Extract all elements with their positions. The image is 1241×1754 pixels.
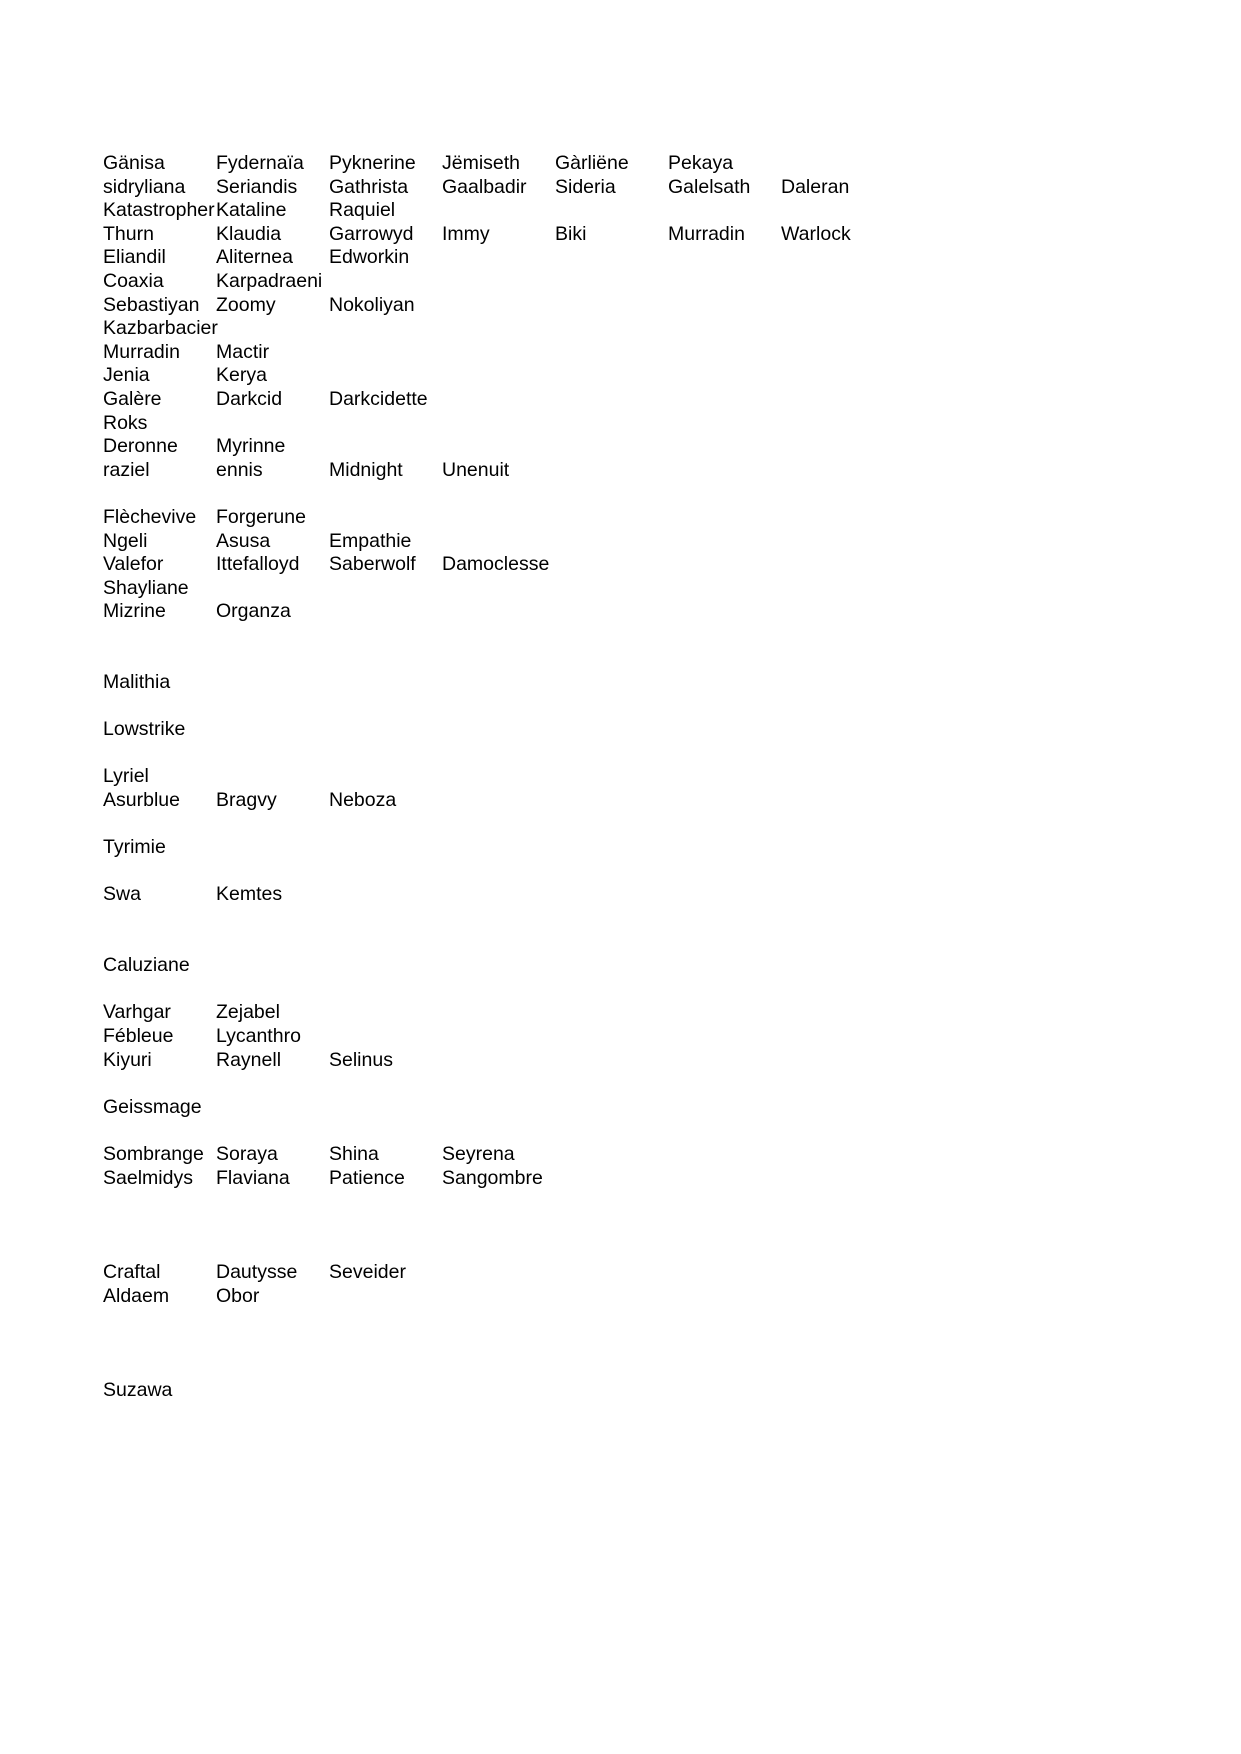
- name-cell: Shina: [329, 1142, 379, 1165]
- name-cell: Flèchevive: [103, 505, 197, 528]
- name-cell: Immy: [442, 222, 490, 245]
- blank-row: [103, 695, 1143, 719]
- name-cell: Zejabel: [216, 1001, 280, 1024]
- name-row: [103, 600, 1143, 624]
- name-row: [103, 1143, 1143, 1167]
- name-row: [103, 789, 1143, 813]
- name-cell: Sideria: [555, 175, 616, 198]
- blank-row: [103, 860, 1143, 884]
- name-cell: Mactir: [216, 340, 270, 363]
- name-cell: Daleran: [781, 175, 850, 198]
- blank-row: [103, 1214, 1143, 1238]
- name-cell: Tyrimie: [103, 836, 166, 859]
- name-row: [103, 270, 1143, 294]
- name-cell: Gänisa: [103, 152, 165, 174]
- name-cell: Roks: [103, 411, 148, 434]
- name-cell: Malithia: [103, 671, 171, 694]
- name-cell: Katastropher: [103, 199, 215, 222]
- name-row: [103, 412, 1143, 436]
- name-cell: Organza: [216, 600, 291, 623]
- name-row: [103, 341, 1143, 365]
- name-cell: Asurblue: [103, 789, 180, 812]
- name-cell: Selinus: [329, 1048, 393, 1071]
- name-cell: Zoomy: [216, 293, 276, 316]
- name-cell: Unenuit: [442, 458, 510, 481]
- name-cell: Raynell: [216, 1048, 282, 1071]
- name-cell: Valefor: [103, 553, 164, 576]
- name-cell: Murradin: [103, 340, 180, 363]
- name-cell: ennis: [216, 458, 263, 481]
- name-cell: Ngeli: [103, 529, 148, 552]
- name-cell: Kataline: [216, 199, 287, 222]
- name-cell: Shayliane: [103, 576, 189, 599]
- blank-row: [103, 1072, 1143, 1096]
- name-cell: Suzawa: [103, 1378, 173, 1401]
- name-cell: Asusa: [216, 529, 271, 552]
- name-cell: Lowstrike: [103, 718, 186, 741]
- blank-row: [103, 742, 1143, 766]
- name-cell: Sebastiyan: [103, 293, 200, 316]
- name-row: [103, 954, 1143, 978]
- name-row: [103, 176, 1143, 200]
- name-cell: Obor: [216, 1284, 260, 1307]
- name-row: [103, 765, 1143, 789]
- name-row: [103, 459, 1143, 483]
- name-cell: Jenia: [103, 364, 150, 387]
- name-cell: Fydernaïa: [216, 152, 304, 174]
- name-row: [103, 553, 1143, 577]
- name-cell: Aliternea: [216, 246, 293, 269]
- name-cell: Seveider: [329, 1260, 406, 1283]
- name-cell: Geissmage: [103, 1095, 202, 1118]
- name-cell: Galelsath: [668, 175, 751, 198]
- name-row: [103, 1001, 1143, 1025]
- name-list-body: [103, 152, 1143, 1402]
- blank-row: [103, 931, 1143, 955]
- name-cell: Thurn: [103, 222, 154, 245]
- name-row: [103, 1285, 1143, 1309]
- name-cell: Lyriel: [103, 765, 149, 788]
- name-cell: Darkcidette: [329, 387, 428, 410]
- blank-row: [103, 1237, 1143, 1261]
- name-cell: Gathrista: [329, 175, 409, 198]
- name-row: [103, 671, 1143, 695]
- name-cell: Biki: [555, 222, 587, 245]
- name-cell: Sombrange: [103, 1142, 204, 1165]
- name-cell: Midnight: [329, 458, 403, 481]
- blank-row: [103, 1332, 1143, 1356]
- name-row: [103, 577, 1143, 601]
- name-cell: Ittefalloyd: [216, 553, 300, 576]
- name-cell: Saberwolf: [329, 553, 416, 576]
- name-cell: Raquiel: [329, 199, 396, 222]
- name-row: [103, 506, 1143, 530]
- name-row: [103, 294, 1143, 318]
- name-cell: Soraya: [216, 1142, 278, 1165]
- blank-row: [103, 624, 1143, 648]
- name-cell: Caluziane: [103, 954, 190, 977]
- name-cell: Darkcid: [216, 387, 283, 410]
- name-row: [103, 1167, 1143, 1191]
- name-row: [103, 1261, 1143, 1285]
- name-cell: Lycanthro: [216, 1024, 301, 1047]
- blank-row: [103, 1119, 1143, 1143]
- name-cell: Klaudia: [216, 222, 282, 245]
- name-cell: Swa: [103, 883, 141, 906]
- name-cell: Dautysse: [216, 1260, 298, 1283]
- name-cell: Nokoliyan: [329, 293, 415, 316]
- name-cell: Damoclesse: [442, 553, 550, 576]
- name-cell: sidryliana: [103, 175, 186, 198]
- name-cell: Flaviana: [216, 1166, 290, 1189]
- name-cell: Myrinne: [216, 435, 286, 458]
- blank-row: [103, 1308, 1143, 1332]
- name-cell: raziel: [103, 458, 150, 481]
- name-cell: Patience: [329, 1166, 405, 1189]
- name-cell: Coaxia: [103, 269, 164, 292]
- name-cell: Empathie: [329, 529, 412, 552]
- name-row: [103, 152, 1143, 176]
- name-cell: Gaalbadir: [442, 175, 527, 198]
- name-row: [103, 1049, 1143, 1073]
- name-row: [103, 388, 1143, 412]
- name-row: [103, 1025, 1143, 1049]
- name-cell: Varhgar: [103, 1001, 171, 1024]
- name-cell: Saelmidys: [103, 1166, 193, 1189]
- name-row: [103, 530, 1143, 554]
- blank-row: [103, 978, 1143, 1002]
- blank-row: [103, 1190, 1143, 1214]
- name-cell: Murradin: [668, 222, 745, 245]
- name-row: [103, 246, 1143, 270]
- name-row: [103, 883, 1143, 907]
- name-row: [103, 836, 1143, 860]
- name-cell: Garrowyd: [329, 222, 414, 245]
- name-cell: Karpadraeni: [216, 269, 323, 292]
- name-cell: Bragvy: [216, 789, 277, 812]
- name-cell: Craftal: [103, 1260, 161, 1283]
- name-cell: Galère: [103, 387, 162, 410]
- name-cell: Seriandis: [216, 175, 298, 198]
- blank-row: [103, 1355, 1143, 1379]
- name-cell: Pekaya: [668, 152, 734, 174]
- name-cell: Eliandil: [103, 246, 166, 269]
- blank-row: [103, 647, 1143, 671]
- blank-row: [103, 813, 1143, 837]
- name-row: [103, 718, 1143, 742]
- name-cell: Edworkin: [329, 246, 410, 269]
- name-cell: Kiyuri: [103, 1048, 152, 1071]
- name-cell: Sangombre: [442, 1166, 543, 1189]
- name-row: [103, 435, 1143, 459]
- name-cell: Warlock: [781, 222, 851, 245]
- name-cell: Jëmiseth: [442, 152, 521, 174]
- name-cell: Aldaem: [103, 1284, 170, 1307]
- name-cell: Neboza: [329, 789, 397, 812]
- name-cell: Kerya: [216, 364, 267, 387]
- name-row: [103, 317, 1143, 341]
- name-cell: Forgerune: [216, 505, 306, 528]
- name-cell: Deronne: [103, 435, 178, 458]
- name-cell: Gàrliëne: [555, 152, 629, 174]
- name-row: [103, 223, 1143, 247]
- name-cell: Pyknerine: [329, 152, 416, 174]
- name-cell: Fébleue: [103, 1024, 174, 1047]
- blank-row: [103, 482, 1143, 506]
- name-cell: Mizrine: [103, 600, 166, 623]
- name-row: [103, 364, 1143, 388]
- name-cell: Seyrena: [442, 1142, 515, 1165]
- name-row: [103, 1096, 1143, 1120]
- name-cell: Kemtes: [216, 883, 283, 906]
- blank-row: [103, 907, 1143, 931]
- name-row: [103, 1379, 1143, 1403]
- name-row: [103, 199, 1143, 223]
- name-cell: Kazbarbacier: [103, 317, 218, 340]
